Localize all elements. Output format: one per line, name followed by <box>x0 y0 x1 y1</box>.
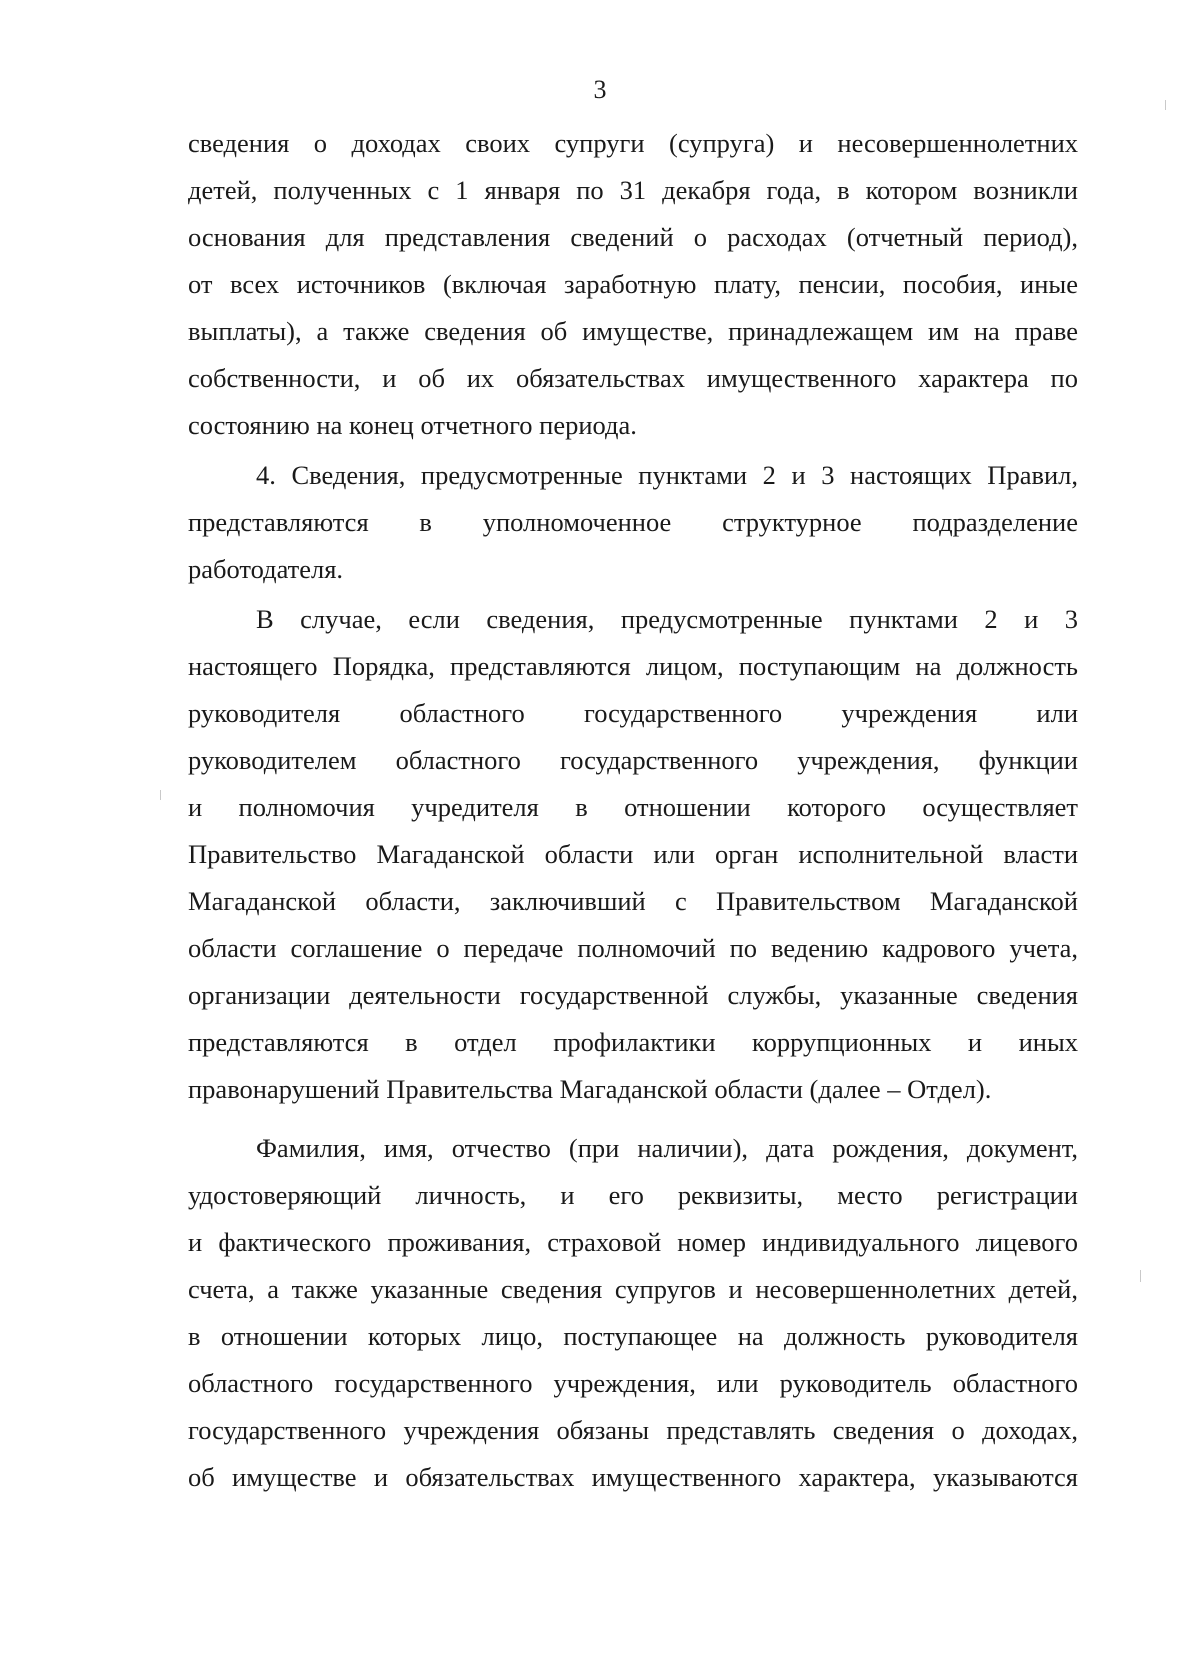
text-line: организации деятельности государственной службы, указанные сведения <box>188 980 1078 1010</box>
paragraph-1 <box>188 120 1078 449</box>
paragraph-4 <box>188 1125 1078 1501</box>
paragraph-2 <box>188 452 1078 593</box>
text-line: детей, полученных с 1 января по 31 декабря года, в котором возникли <box>188 175 1078 205</box>
text-line: государственного учреждения обязаны представлять сведения о доходах, <box>188 1415 1078 1445</box>
text-line: 4. Сведения, предусмотренные пунктами 2 и 3 настоящих Правил, <box>256 460 1078 490</box>
text-line: В случае, если сведения, предусмотренные пунктами 2 и 3 <box>256 604 1078 634</box>
text-line: Правительство Магаданской области или орган исполнительной власти <box>188 839 1078 869</box>
text-line: в отношении которых лицо, поступающее на должность руководителя <box>188 1321 1078 1351</box>
text-line: основания для представления сведений о расходах (отчетный период), <box>188 222 1078 252</box>
text-line: счета, а также указанные сведения супругов и несовершеннолетних детей, <box>188 1274 1078 1304</box>
text-line: настоящего Порядка, представляются лицом, поступающим на должность <box>188 651 1078 681</box>
text-line: и полномочия учредителя в отношении которого осуществляет <box>188 792 1078 822</box>
text-line: представляются в уполномоченное структурное подразделение <box>188 507 1078 537</box>
paragraph-3 <box>188 596 1078 1113</box>
text-line: области соглашение о передаче полномочий по ведению кадрового учета, <box>188 933 1078 963</box>
text-line: удостоверяющий личность, и его реквизиты, место регистрации <box>188 1180 1078 1210</box>
text-line: об имуществе и обязательствах имущественного характера, указываются <box>188 1462 1078 1492</box>
text-line: областного государственного учреждения, или руководитель областного <box>188 1368 1078 1398</box>
text-line: Фамилия, имя, отчество (при наличии), дата рождения, документ, <box>256 1133 1078 1163</box>
page-number: 3 <box>593 75 607 104</box>
text-line: правонарушений Правительства Магаданской области (далее – Отдел). <box>188 1074 992 1104</box>
text-line: состоянию на конец отчетного периода. <box>188 410 637 440</box>
text-line: работодателя. <box>188 554 344 584</box>
scan-artifact <box>160 790 161 800</box>
scan-artifact <box>1140 1270 1141 1282</box>
text-line: и фактического проживания, страховой номер индивидуального лицевого <box>188 1227 1078 1257</box>
text-line: выплаты), а также сведения об имуществе, принадлежащем им на праве <box>188 316 1078 346</box>
text-line: собственности, и об их обязательствах имущественного характера по <box>188 363 1078 393</box>
text-line: сведения о доходах своих супруги (супруга) и несовершеннолетних <box>188 128 1078 158</box>
document-body <box>188 120 1078 1501</box>
text-line: от всех источников (включая заработную плату, пенсии, пособия, иные <box>188 269 1078 299</box>
text-line: Магаданской области, заключивший с Правительством Магаданской <box>188 886 1078 916</box>
scan-artifact <box>1165 100 1166 110</box>
text-line: представляются в отдел профилактики коррупционных и иных <box>188 1027 1078 1057</box>
text-line: руководителем областного государственного учреждения, функции <box>188 745 1078 775</box>
text-line: руководителя областного государственного учреждения или <box>188 698 1078 728</box>
